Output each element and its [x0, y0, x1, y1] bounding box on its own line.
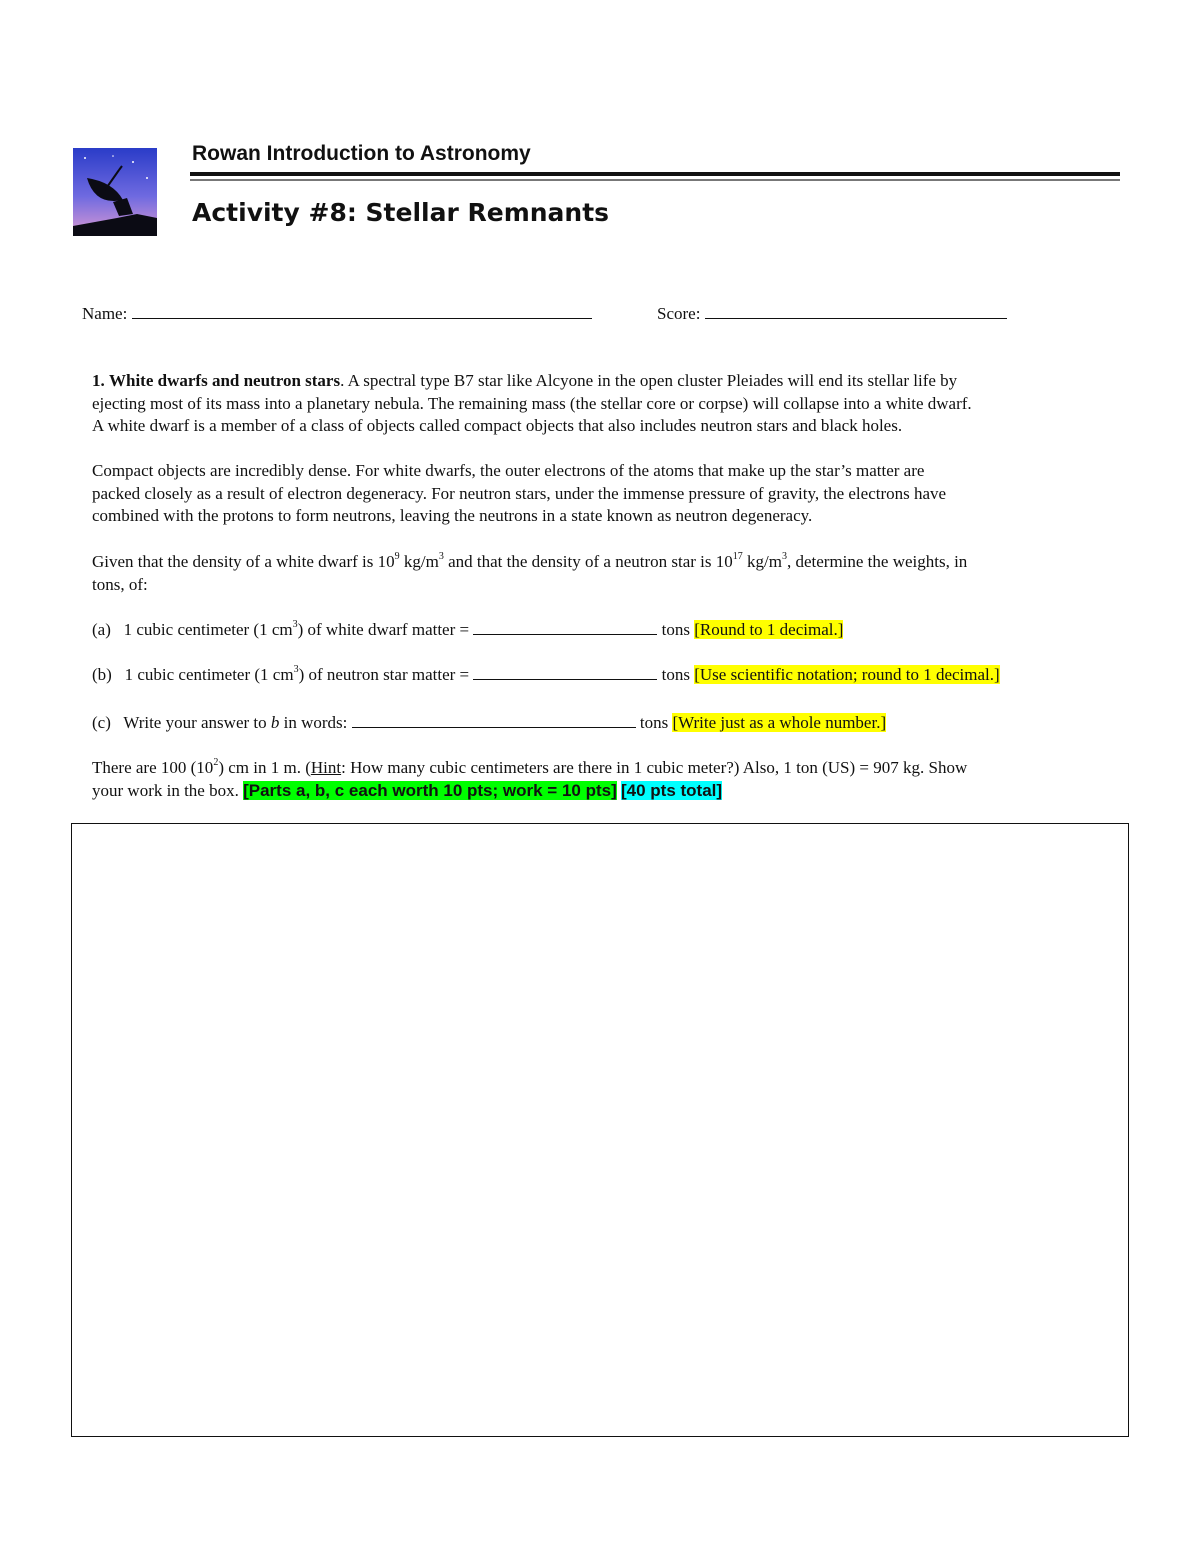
given-text: , determine the weights, in	[786, 552, 968, 571]
activity-title: Activity #8: Stellar Remnants	[192, 198, 610, 227]
part-b-note: [Use scientific notation; round to 1 decimal.]	[694, 665, 1000, 684]
exponent: 2	[213, 757, 219, 769]
part-c-answer-line[interactable]	[352, 712, 636, 728]
given-paragraph	[92, 551, 1122, 596]
hint-text: There are 100 (10	[92, 758, 214, 777]
compact-line: packed closely as a result of electron degeneracy. For neutron stars, under the immense pressure of gravity, the electrons have	[92, 483, 947, 503]
score-input-line[interactable]	[705, 303, 1007, 319]
work-box[interactable]	[71, 823, 1129, 1437]
intro-line: ejecting most of its mass into a planetary nebula. The remaining mass (the stellar core or corpse) will collapse into a white dwarf.	[92, 393, 972, 413]
part-b-row	[92, 664, 1000, 685]
given-text: kg/m	[399, 552, 439, 571]
part-c-note: [Write just as a whole number.]	[672, 713, 887, 732]
given-text: kg/m	[742, 552, 782, 571]
part-b-answer-line[interactable]	[473, 664, 657, 680]
part-a-text: ) of white dwarf matter =	[297, 620, 470, 639]
part-a-label: (a)	[92, 620, 111, 639]
hint-paragraph	[92, 757, 1122, 802]
exponent: 3	[293, 664, 299, 676]
intro-line: A white dwarf is a member of a class of objects called compact objects that also includes neutron stars and black holes.	[92, 416, 903, 435]
course-title: Rowan Introduction to Astronomy	[192, 142, 531, 165]
part-c-row	[92, 712, 886, 733]
given-text: and that the density of a neutron star is 10	[443, 552, 733, 571]
compact-line: Compact objects are incredibly dense. For white dwarfs, the outer electrons of the atoms that make up the star’s matter are	[92, 461, 925, 480]
part-c-text: Write your answer to	[123, 713, 271, 732]
header-rule-thin	[190, 179, 1120, 181]
hint-word: Hint	[310, 758, 342, 777]
part-b-unit: tons	[661, 665, 690, 684]
compact-line: combined with the protons to form neutrons, leaving the neutrons in a state known as neutron degeneracy.	[92, 506, 813, 525]
given-text: Given that the density of a white dwarf is 10	[92, 552, 395, 571]
part-a-text: 1 cubic centimeter (1 cm	[123, 620, 293, 639]
header-rule-thick	[190, 172, 1120, 176]
part-b-label: (b)	[92, 665, 112, 684]
name-field-row	[82, 303, 592, 324]
hint-text: : How many cubic centimeters are there in 1 cubic meter?) Also, 1 ton (US) = 907 kg. Show	[341, 758, 968, 777]
part-b-text: 1 cubic centimeter (1 cm	[124, 665, 294, 684]
part-c-text: in words:	[279, 713, 348, 732]
part-a-note: [Round to 1 decimal.]	[694, 620, 844, 639]
exponent: 3	[292, 619, 298, 631]
question-heading: White dwarfs and neutron stars	[109, 371, 341, 390]
hint-text: your work in the box.	[92, 780, 239, 800]
points-breakdown-tag: [Parts a, b, c each worth 10 pts; work = 10 pts]	[243, 780, 617, 800]
score-field-row	[657, 303, 1007, 324]
intro-paragraph	[92, 370, 1122, 438]
part-b-text: ) of neutron star matter =	[298, 665, 470, 684]
part-c-text: b	[270, 713, 280, 732]
part-c-label: (c)	[92, 713, 111, 732]
part-c-unit: tons	[639, 713, 669, 732]
exponent: 3	[781, 551, 787, 563]
intro-line: . A spectral type B7 star like Alcyone in the open cluster Pleiades will end its stellar life by	[340, 371, 958, 390]
hint-text: ) cm in 1 m. (	[218, 758, 311, 777]
part-a-answer-line[interactable]	[473, 619, 657, 635]
exponent: 9	[394, 551, 400, 563]
name-label: Name:	[82, 304, 128, 323]
question-number: 1.	[92, 371, 105, 390]
part-a-row	[92, 619, 843, 640]
radio-telescope-logo-icon	[73, 148, 157, 236]
name-input-line[interactable]	[132, 303, 592, 319]
points-total-tag: [40 pts total]	[621, 780, 723, 800]
exponent: 3	[438, 551, 444, 563]
given-text: tons, of:	[92, 574, 148, 594]
compact-objects-paragraph	[92, 460, 1122, 528]
exponent: 17	[732, 551, 743, 563]
part-a-unit: tons	[661, 620, 690, 639]
score-label: Score:	[657, 304, 701, 323]
